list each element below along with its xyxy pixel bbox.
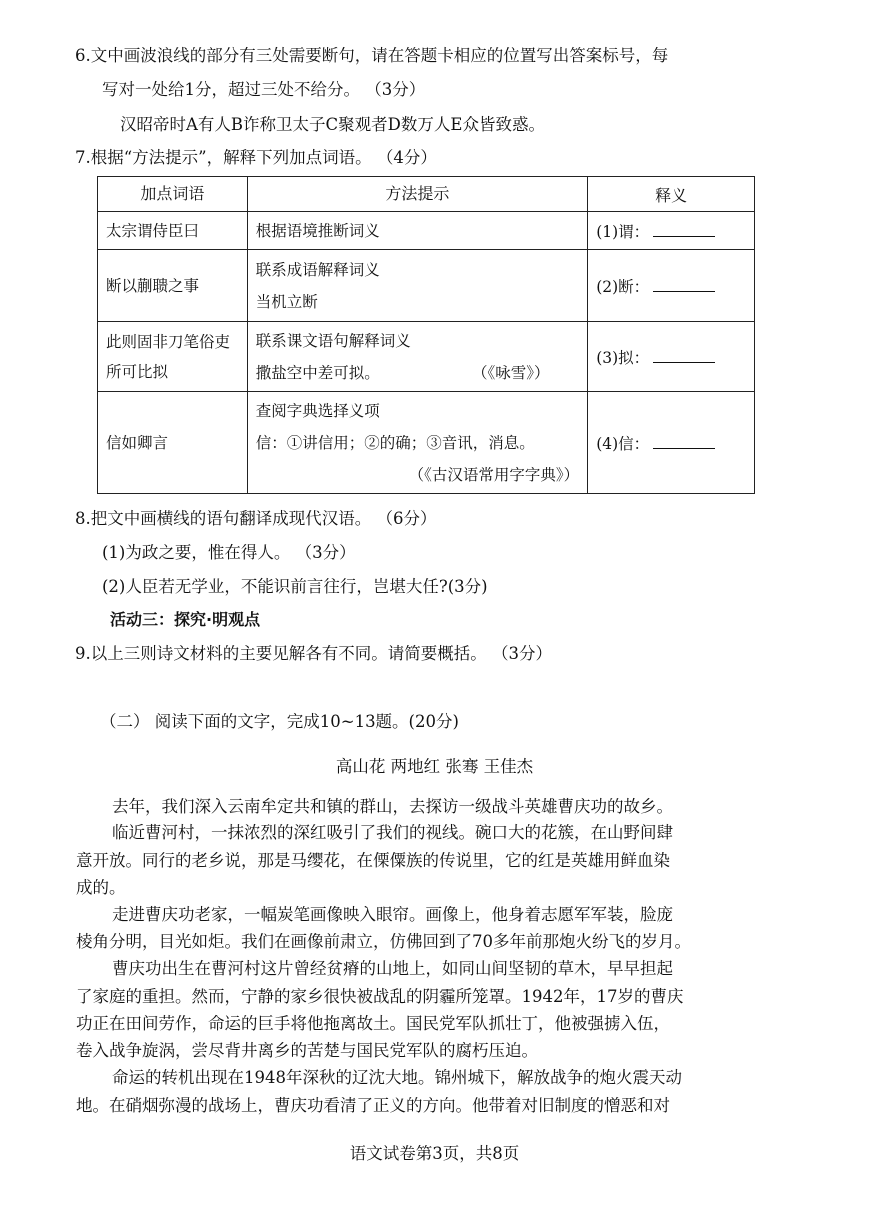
q9: 9.以上三则诗文材料的主要见解各有不同。请简要概括。 （3分） xyxy=(75,644,552,663)
row2-method: 联系成语解释词义 xyxy=(255,260,380,279)
para3-line2: 棱角分明，目光如炬。我们在画像前肃立，仿佛回到了70多年前那炮火纷飞的岁月。 xyxy=(76,932,691,951)
row3-answer-label: (3)拟： xyxy=(596,348,650,367)
article-title: 高山花 两地红 张骞 王佳杰 xyxy=(335,757,534,776)
row3-source: （《咏雪》） xyxy=(479,363,550,382)
q7-table xyxy=(97,176,755,494)
row3-example: 撒盐空中差可拟。 xyxy=(255,363,380,382)
page-footer: 语文试卷第3页，共8页 xyxy=(349,1144,520,1163)
q6-line2: 写对一处给1分，超过三处不给分。 （3分） xyxy=(102,80,426,99)
row4-method: 查阅字典选择义项 xyxy=(255,401,380,420)
para2-line3: 成的。 xyxy=(76,878,126,897)
q7-title: 7.根据“方法提示”，解释下列加点词语。 （4分） xyxy=(75,148,437,167)
answer-blank-3[interactable] xyxy=(653,348,715,363)
para2-line2: 意开放。同行的老乡说，那是马缨花，在傈僳族的传说里，它的红是英雄用鲜血染 xyxy=(76,851,670,870)
q6-line1: 6.文中画波浪线的部分有三处需要断句，请在答题卡相应的位置写出答案标号，每 xyxy=(75,46,669,65)
table-row xyxy=(98,322,755,392)
answer-blank-1[interactable] xyxy=(653,222,715,237)
row1-word: 太宗谓侍臣曰 xyxy=(98,212,248,250)
table-row xyxy=(98,250,755,322)
row1-answer-label: (1)谓： xyxy=(596,222,650,241)
answer-blank-2[interactable] xyxy=(653,277,715,292)
para4-line1: 曹庆功出生在曹河村这片曾经贫瘠的山地上，如同山间坚韧的草木，早早担起 xyxy=(112,959,673,978)
table-row xyxy=(98,392,755,494)
q8-title: 8.把文中画横线的语句翻译成现代汉语。 （6分） xyxy=(75,509,437,528)
para2-line1: 临近曹河村，一抹浓烈的深红吸引了我们的视线。碗口大的花簇，在山野间肆 xyxy=(112,823,673,842)
para4-line4: 卷入战争旋涡，尝尽背井离乡的苦楚与国民党军队的腐朽压迫。 xyxy=(76,1041,538,1060)
para4-line2: 了家庭的重担。然而，宁静的家乡很快被战乱的阴霾所笼罩。1942年，17岁的曹庆 xyxy=(76,987,684,1006)
row1-method: 根据语境推断词义 xyxy=(255,221,380,240)
section2-heading: （二） 阅读下面的文字，完成10~13题。(20分) xyxy=(100,712,459,731)
q6-sentence: 汉昭帝时A有人B诈称卫太子C聚观者D数万人E众皆致惑。 xyxy=(120,115,545,134)
row4-answer-label: (4)信： xyxy=(596,434,650,453)
row2-answer-label: (2)断： xyxy=(596,277,650,296)
para5-line2: 地。在硝烟弥漫的战场上，曹庆功看清了正义的方向。他带着对旧制度的憎恶和对 xyxy=(76,1096,670,1115)
q8-item2: (2)人臣若无学业，不能识前言往行，岂堪大任?(3分) xyxy=(102,577,488,596)
table-header-meaning: 释义 xyxy=(588,177,755,212)
table-header-method: 方法提示 xyxy=(247,177,588,212)
answer-blank-4[interactable] xyxy=(653,434,715,449)
para4-line3: 功正在田间劳作，命运的巨手将他拖离故土。国民党军队抓壮丁，他被强掳入伍， xyxy=(76,1014,670,1033)
para1-line1: 去年，我们深入云南牟定共和镇的群山，去探访一级战斗英雄曹庆功的故乡。 xyxy=(112,797,673,816)
para3-line1: 走进曹庆功老家，一幅炭笔画像映入眼帘。画像上，他身着志愿军军装，脸庞 xyxy=(112,905,673,924)
q8-item1: (1)为政之要，惟在得人。 （3分） xyxy=(102,543,356,562)
row3-method: 联系课文语句解释词义 xyxy=(255,331,411,350)
table-header-word: 加点词语 xyxy=(98,177,248,212)
row4-example: 信：①讲信用；②的确；③音讯，消息。 xyxy=(255,433,535,452)
table-row xyxy=(98,212,755,250)
row2-example: 当机立断 xyxy=(255,292,318,311)
para5-line1: 命运的转机出现在1948年深秋的辽沈大地。锦州城下，解放战争的炮火震天动 xyxy=(112,1068,682,1087)
activity-heading: 活动三：探究·明观点 xyxy=(110,610,261,629)
row4-source: （《古汉语常用字字典》） xyxy=(408,465,580,484)
row4-word: 信如卿言 xyxy=(98,392,248,494)
row3-word: 此则固非刀笔俗吏所可比拟 xyxy=(98,322,248,392)
row2-word: 断以蒯聩之事 xyxy=(98,250,248,322)
